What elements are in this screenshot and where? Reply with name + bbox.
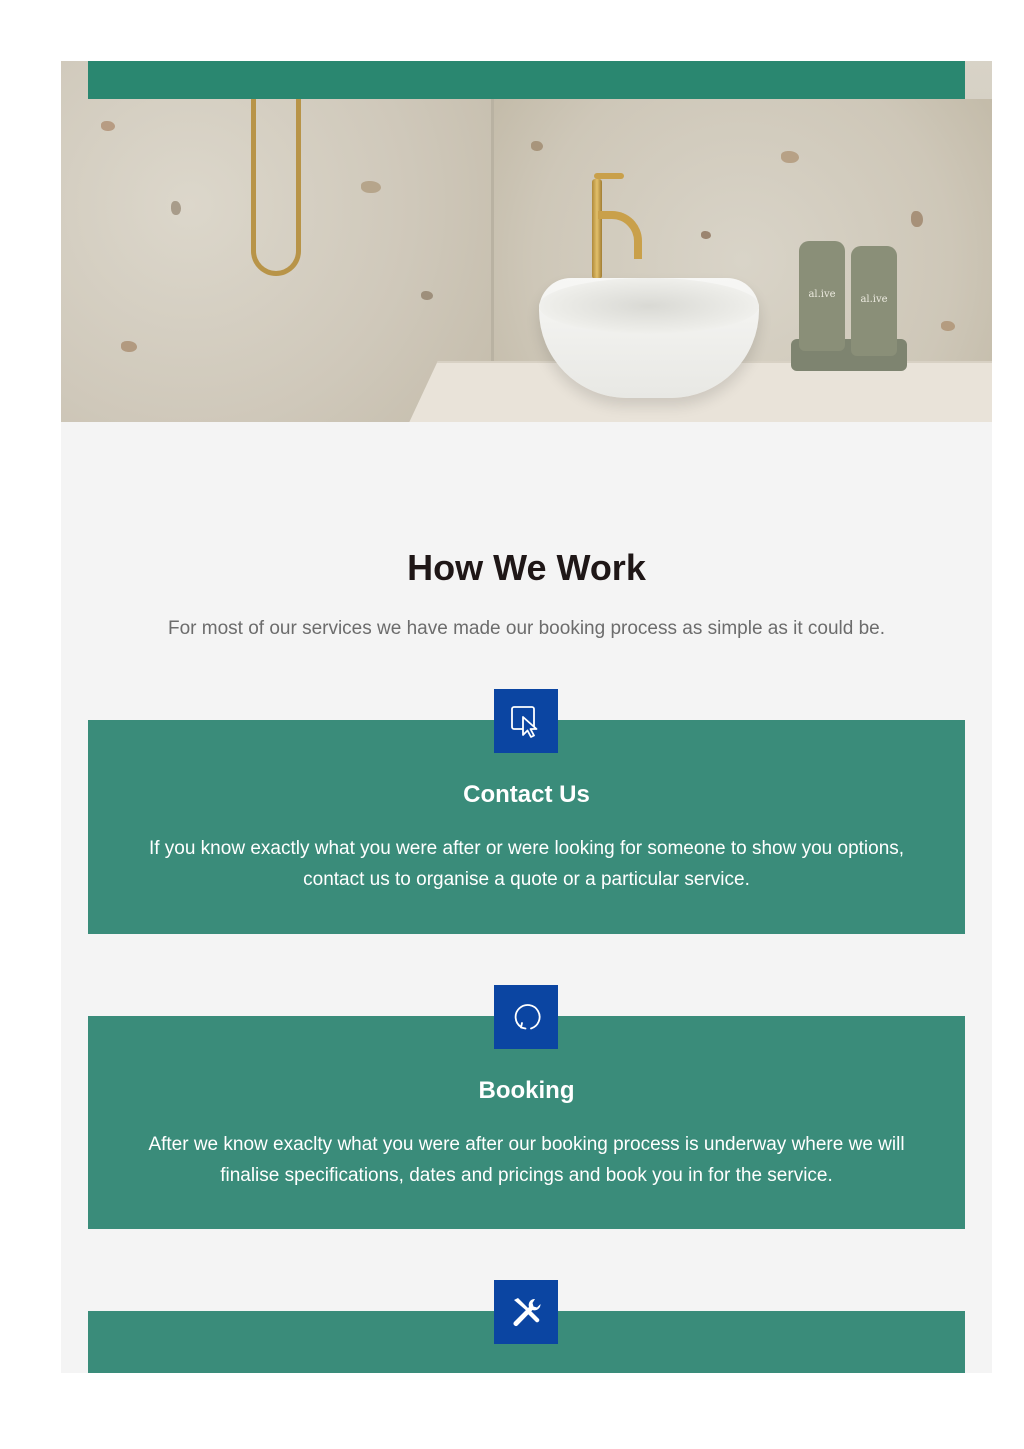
tools-icon [508, 1294, 544, 1330]
hero-bathroom-image [61, 61, 992, 422]
step-badge [494, 1280, 558, 1344]
shower-hose [251, 81, 301, 276]
top-green-bar [88, 61, 965, 99]
step-title: Contact Us [463, 781, 590, 808]
refresh-icon [509, 1000, 543, 1034]
page-container [61, 61, 992, 1373]
section-title: How We Work [407, 547, 646, 588]
soap-bottle: al.ive [851, 246, 897, 356]
step-badge [494, 689, 558, 753]
soap-bottle: al.ive [799, 241, 845, 351]
cursor-click-icon [509, 704, 543, 738]
step-description: After we know exaclty what you were after our booking process is underway where we will finalise specifications, dates and pricings and book you in for the service. [148, 1134, 905, 1186]
step-description: If you know exactly what you were after or were looking for someone to show you options, contact us to organise a quote or a particular service. [148, 838, 905, 890]
step-title: Booking [478, 1077, 575, 1104]
step-badge [494, 985, 558, 1049]
section-subtitle: For most of our services we have made our booking process as simple as it could be. [167, 618, 886, 639]
